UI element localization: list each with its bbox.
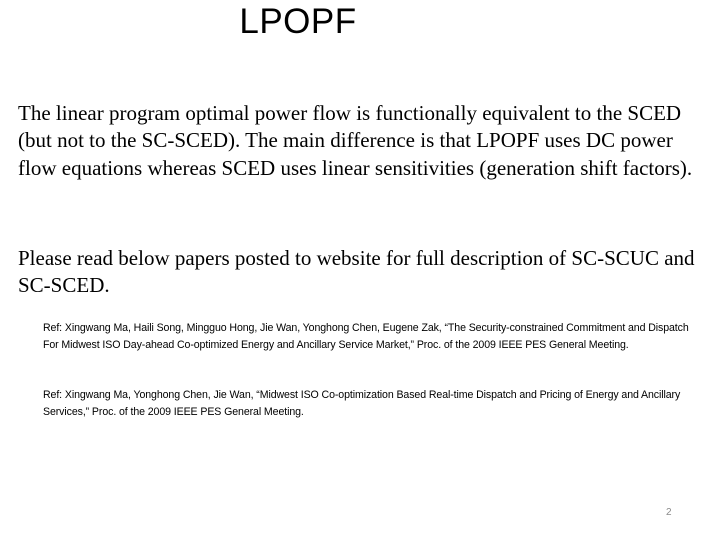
body-paragraph-reading-instruction: Please read below papers posted to website for full description of SC-SCUC and SC-SCED.: [18, 246, 695, 298]
body-paragraph-lpopf-description: The linear program optimal power flow is functionally equivalent to the SCED (but not to the SC-SCED). The main difference is that LPOPF uses DC power flow equations whereas SCED uses linear sensitivities (generation shift factors).: [18, 101, 693, 180]
reference-1: Ref: Xingwang Ma, Haili Song, Mingguo Hong, Jie Wan, Yonghong Chen, Eugene Zak, “The Security-constrained Commitment and Dispatch For Midwest ISO Day-ahead Co-optimized Energy and Ancillary Service Market,” Proc. of the 2009 IEEE PES General Meeting.: [43, 322, 689, 351]
slide-title: LPOPF: [239, 2, 357, 41]
reference-2: Ref: Xingwang Ma, Yonghong Chen, Jie Wan, “Midwest ISO Co-optimization Based Real-time Dispatch and Pricing of Energy and Ancillary Services,” Proc. of the 2009 IEEE PES General Meeting.: [43, 389, 681, 418]
page-number: 2: [666, 507, 672, 518]
